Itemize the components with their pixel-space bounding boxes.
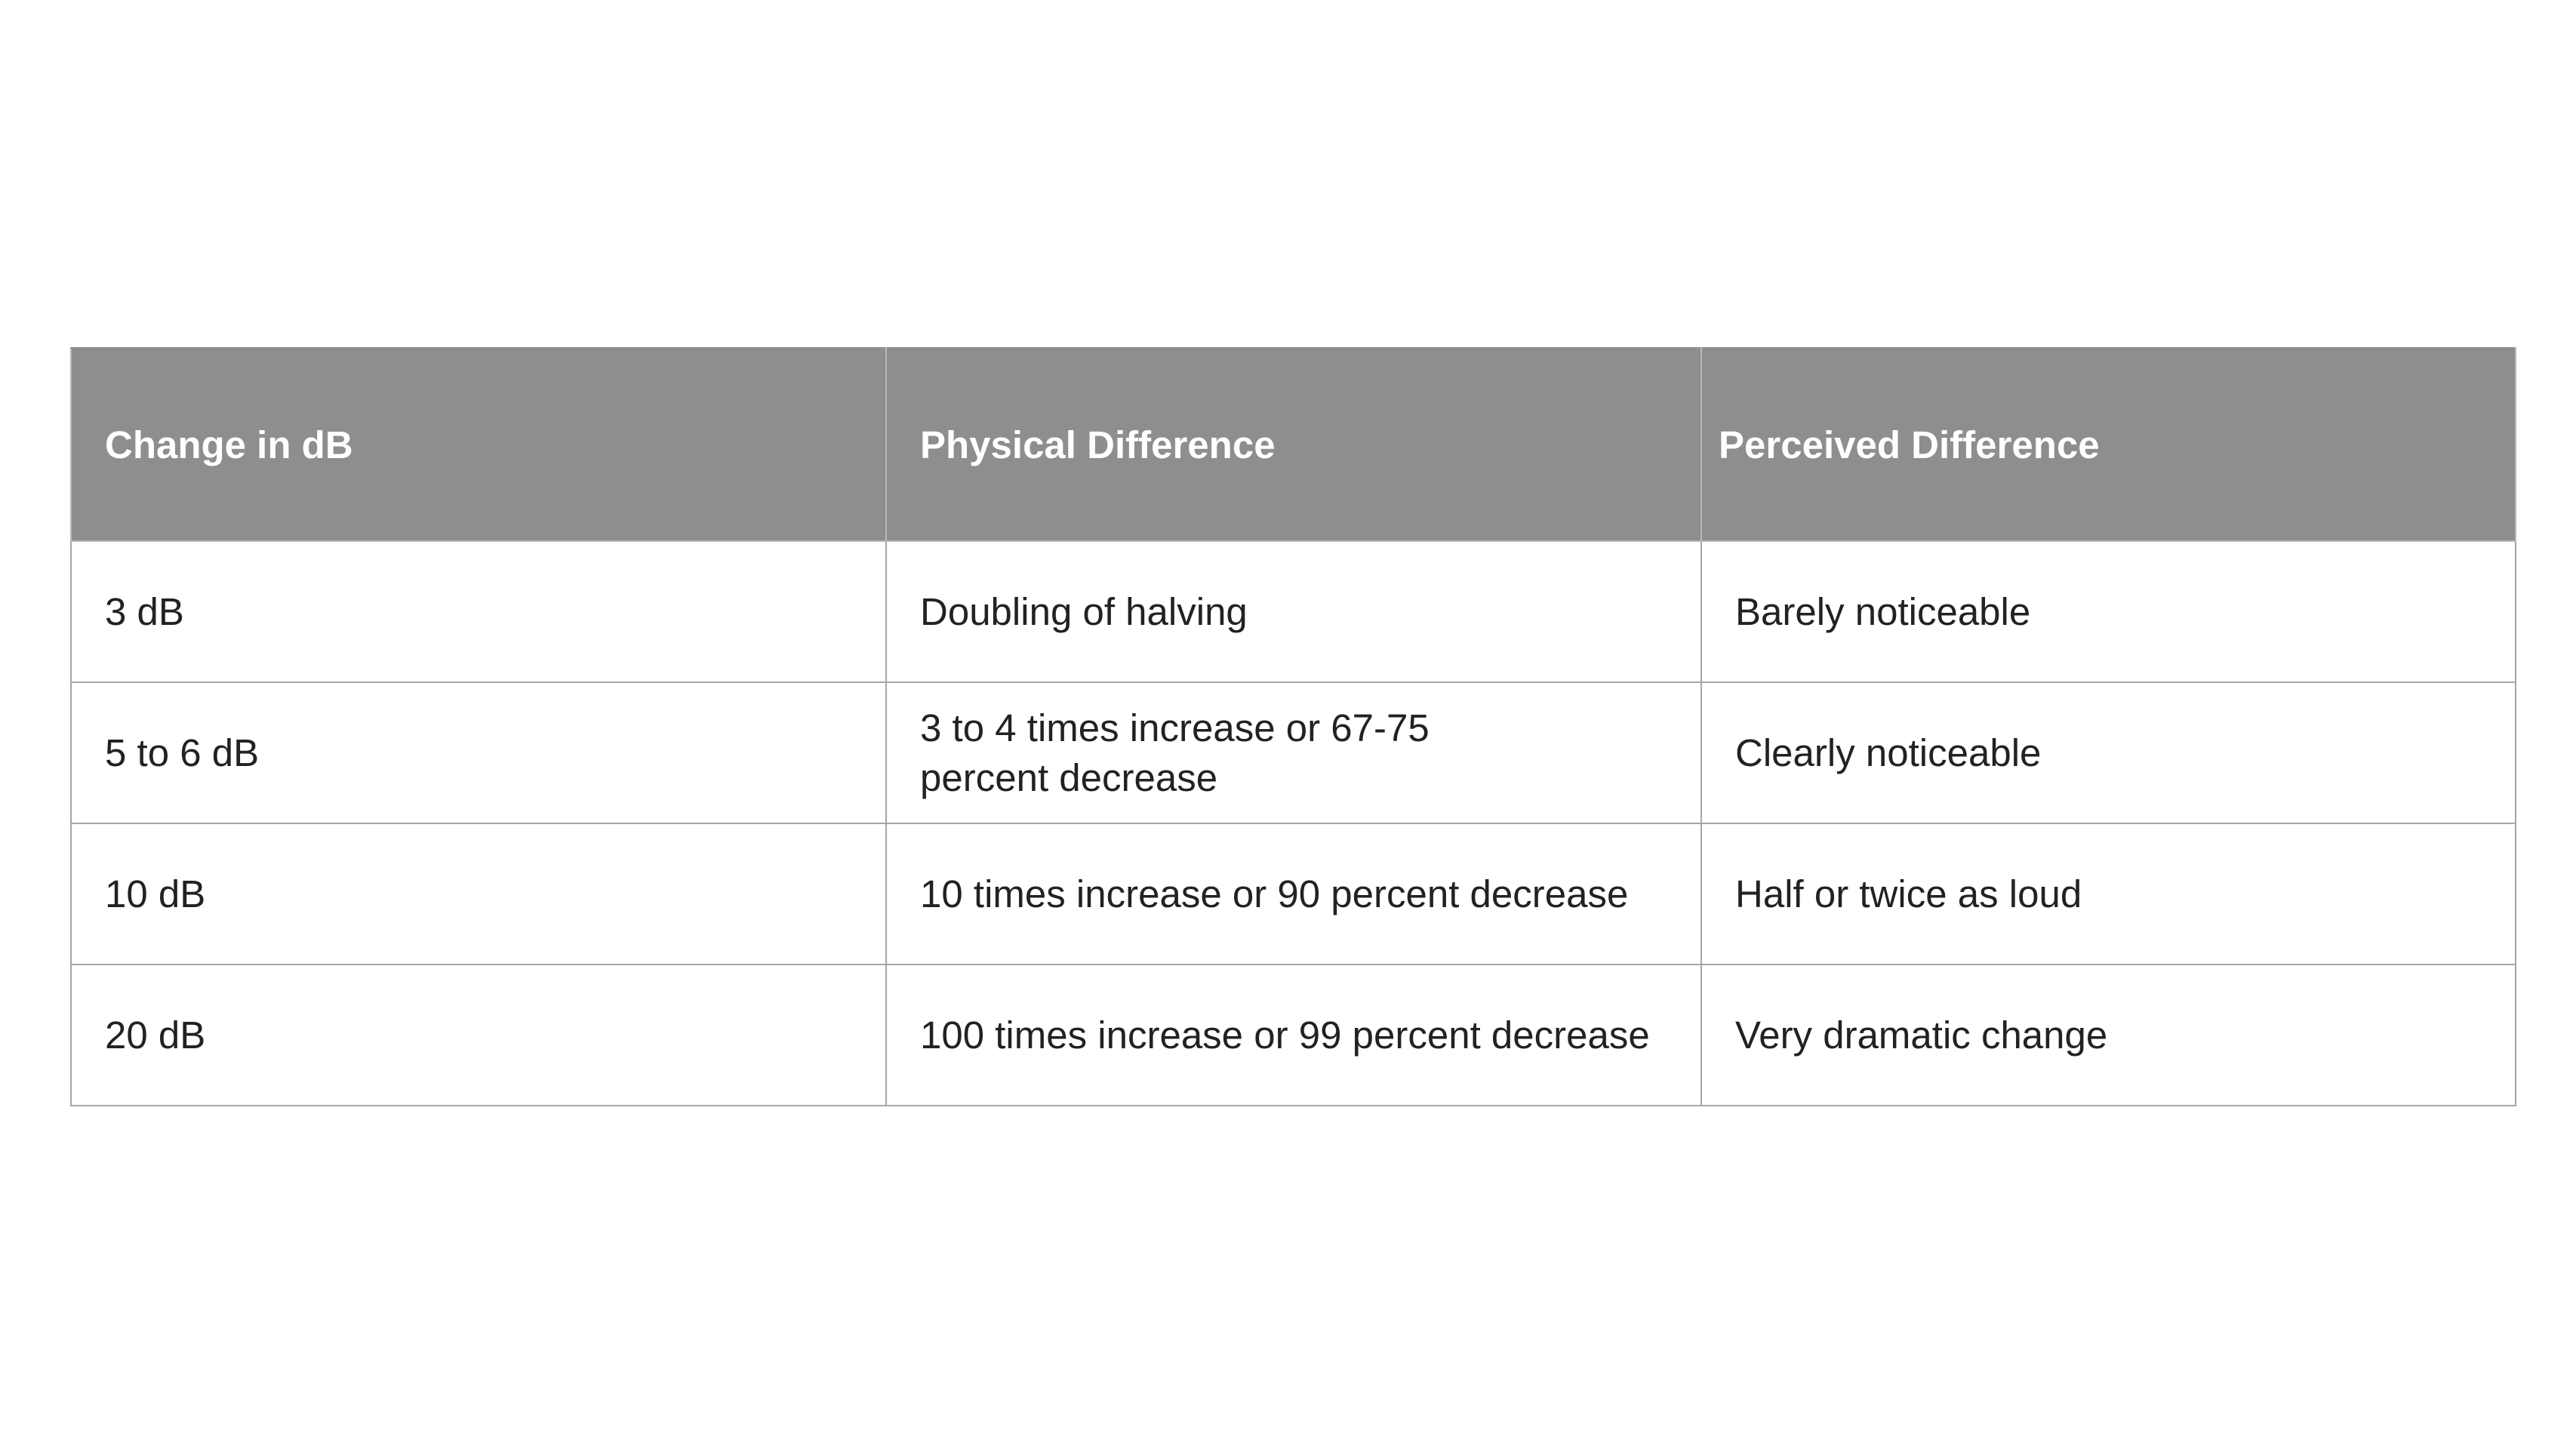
table-row — [71, 682, 2516, 823]
table-row — [71, 823, 2516, 964]
cell-perceived-difference: Very dramatic change — [1701, 964, 2516, 1106]
cell-perceived-difference: Barely noticeable — [1701, 541, 2516, 682]
header-physical-difference: Physical Difference — [886, 348, 1701, 541]
cell-perceived-difference: Half or twice as loud — [1701, 823, 2516, 964]
cell-change-in-db: 20 dB — [71, 964, 886, 1106]
cell-physical-difference: 100 times increase or 99 percent decrease — [886, 964, 1701, 1106]
cell-physical-difference: 10 times increase or 90 percent decrease — [886, 823, 1701, 964]
table-row — [71, 541, 2516, 682]
cell-physical-difference: 3 to 4 times increase or 67-75 percent decrease — [886, 682, 1701, 823]
header-row — [71, 348, 2516, 541]
cell-change-in-db: 3 dB — [71, 541, 886, 682]
table-body — [71, 541, 2516, 1106]
table-row — [71, 964, 2516, 1106]
cell-change-in-db: 5 to 6 dB — [71, 682, 886, 823]
header-change-in-db: Change in dB — [71, 348, 886, 541]
table-header — [71, 348, 2516, 541]
cell-physical-difference: Doubling of halving — [886, 541, 1701, 682]
header-perceived-difference: Perceived Difference — [1701, 348, 2516, 541]
decibel-change-table — [70, 347, 2516, 1106]
cell-perceived-difference: Clearly noticeable — [1701, 682, 2516, 823]
cell-change-in-db: 10 dB — [71, 823, 886, 964]
